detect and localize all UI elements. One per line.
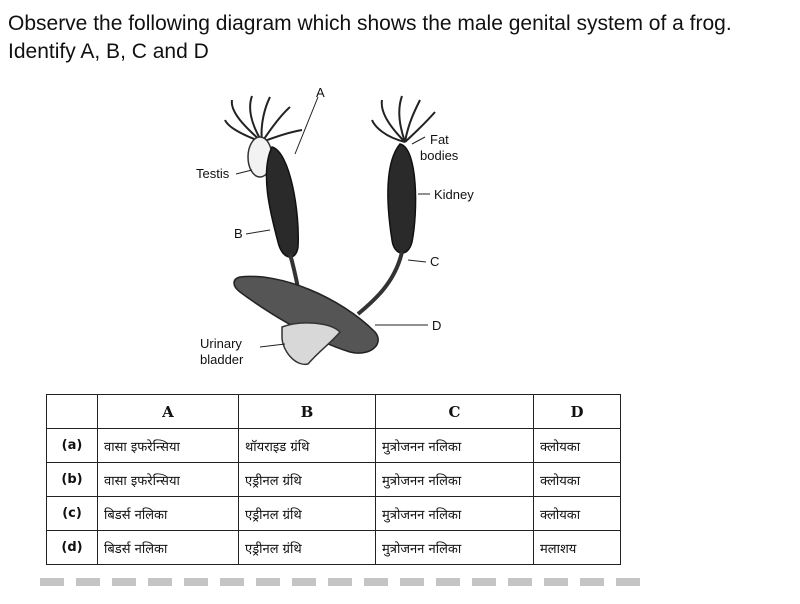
table-cell: मुत्रोजनन नलिका [376,429,534,463]
options-table [46,394,621,565]
label-a: A [316,85,325,100]
table-cell: मलाशय [534,531,621,565]
table-cell: वासा इफरेन्सिया [98,429,239,463]
table-cell: मुत्रोजनन नलिका [376,497,534,531]
label-b: B [234,226,243,241]
table-cell: क्लोयका [534,463,621,497]
label-c: C [430,254,440,269]
label-bladder: bladder [200,352,244,367]
table-cell: वासा इफरेन्सिया [98,463,239,497]
table-cell: क्लोयका [534,429,621,463]
fat-bodies-left [225,96,302,142]
diagram-svg [190,82,510,382]
header-cell: A [98,395,239,429]
table-cell: मुत्रोजनन नलिका [376,531,534,565]
kidney-right [388,144,416,253]
header-cell: B [239,395,376,429]
fat-bodies-right [372,96,435,142]
cropped-text-strip [40,578,640,586]
label-fat: Fat [430,132,449,147]
header-cell: C [376,395,534,429]
table-row [47,497,621,531]
label-testis: Testis [196,166,230,181]
label-bodies: bodies [420,148,459,163]
table-cell: थॉयराइड ग्रंथि [239,429,376,463]
table-cell: बिडर्स नलिका [98,531,239,565]
option-label: (c) [47,497,98,531]
table-cell: एड्रीनल ग्रंथि [239,497,376,531]
table-cell: एड्रीनल ग्रंथि [239,463,376,497]
table-row [47,531,621,565]
table-cell: बिडर्स नलिका [98,497,239,531]
table-cell: क्लोयका [534,497,621,531]
label-d: D [432,318,442,333]
header-cell [47,395,98,429]
option-label: (d) [47,531,98,565]
table-cell: एड्रीनल ग्रंथि [239,531,376,565]
label-urinary: Urinary [200,336,242,351]
option-label: (b) [47,463,98,497]
option-label: (a) [47,429,98,463]
table-row [47,429,621,463]
frog-male-genital-diagram [190,82,510,382]
table-cell: मुत्रोजनन नलिका [376,463,534,497]
question-text: Observe the following diagram which shows the male genital system of a frog. Identify A, B, C and D [8,12,732,63]
header-cell: D [534,395,621,429]
table-row [47,463,621,497]
urinogenital-duct-right [358,252,402,314]
label-kidney: Kidney [434,187,474,202]
kidney-left [266,147,298,257]
table-header-row [47,395,621,429]
